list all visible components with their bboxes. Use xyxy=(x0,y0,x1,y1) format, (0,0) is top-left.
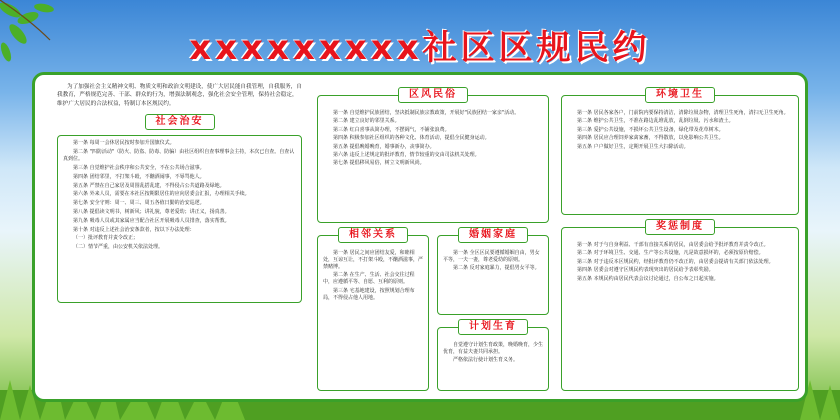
list-item: 第二条 在生产、生活、社会交往过程中，应遵循平等、自愿、互利的原则。 xyxy=(323,272,415,286)
list-item: 第八条 提倡读文明书，树新风；讲礼貌，尊老爱幼；讲正义，扬真善。 xyxy=(73,209,230,215)
list-item: 第四条 团结邻里，不打架斗殴，不酗酒闹事，不辱骂他人。 xyxy=(73,173,205,180)
intro-text: 为了加强社会主义精神文明、物质文明和政治文明建设，使广大居民能自我管理，自我服务，自我教育，严格规范完善、干部、群众的行为，增强法制观念，强化社会安全管理，保持社会稳定，维护广大居民的合法权益，特制订本区规民约。 xyxy=(57,84,302,107)
list-item: 第五条 提倡晚婚晚育，婚事新办，丧事简办。 xyxy=(333,143,435,150)
heading-rewards: 奖惩制度 xyxy=(645,219,715,235)
page-title: xxxxxxxxx社区区规民约 xyxy=(189,28,651,68)
heading-marriage: 婚姻家庭 xyxy=(458,227,528,243)
list-item: 第四条 居民应合理饲养家禽家畜，不得散放，以免影响公共卫生。 xyxy=(577,135,724,142)
heading-relations: 相邻关系 xyxy=(338,227,408,243)
list-item: 第五条 户户做好卫生，定期开展卫生大扫除活动。 xyxy=(577,143,689,150)
list-item: 第六条 外来人员，需要在本社区按期限居住的应向居委会汇报，办理相关手续。 xyxy=(73,191,250,198)
list-item: 第一条 居民各家各户，门前院内要保持清洁，清除垃圾杂物，清理卫生死角，清扫无卫生死角。 xyxy=(577,110,789,116)
list-item: 第五条 本规民约由居民代表会议讨论通过，自公布之日起实施。 xyxy=(577,275,719,282)
planning-box xyxy=(437,321,549,391)
rewards-box xyxy=(561,221,799,391)
list-item: 第三条 宅基地建设，按照规划合理布局，不得侵占他人用地。 xyxy=(323,287,415,301)
customs-box xyxy=(317,89,549,223)
list-item: 第三条 红白喜事从简办理，不摆阔气，不铺张浪费。 xyxy=(333,126,450,133)
bulletin-board xyxy=(32,72,808,402)
environment-box xyxy=(561,89,799,215)
list-item: 第二条 反对家庭暴力，提倡男女平等。 xyxy=(453,265,540,272)
list-item: 第一条 每周一会休居民按时参加升国旗仪式。 xyxy=(73,140,175,147)
list-item: 第二条 维护公共卫生，不准在路边乱堆乱放，乱倒垃圾、污水和渣土。 xyxy=(577,118,734,125)
list-item: 第一条 全区区民要遵循婚姻自由，男女平等，一夫一妻，尊老爱幼的原则。 xyxy=(443,250,540,263)
list-item: 第四条 居委会对遵守区规民约表现突出的居民给予表彰奖励。 xyxy=(577,267,714,274)
list-item: 第七条 安全守则：周一、周三、周五各值日勤的治安巡逻。 xyxy=(73,200,205,207)
list-item: 第七条 提倡移风易俗，树立文明新风尚。 xyxy=(333,160,425,167)
list-item: （二）情节严重，由公安机关依法处理。 xyxy=(73,244,164,251)
marriage-box xyxy=(437,229,549,315)
list-item: 严格依法行使计划生育义务。 xyxy=(453,357,519,364)
list-item: 第二条 对于环境卫生、交通、生产等公共设施，凡是故意损坏的，必须按原价赔偿。 xyxy=(577,250,764,257)
list-item: （一）批评教育并责令改正； xyxy=(73,235,139,242)
list-item: 自觉遵守计划生育政策，晚婚晚育，少生优育，有益夫妻共同承担。 xyxy=(443,342,544,355)
list-item: 第四条 积极参加社区组织的各种文化、体育活动，提倡全民健身运动。 xyxy=(333,135,490,142)
list-item: 第二条 "四防活动"（防火、防盗、防毒、防骗）由社区组织自查事理事会主持，本次已自查。自查认真到位。 xyxy=(63,149,295,163)
list-item: 第十条 对违反上述社会治安条款者，按以下办法处理： xyxy=(73,226,195,233)
list-item: 第三条 对于违反本区规民约，经批评教育仍不改正的，由居委会提请有关部门依法处理。 xyxy=(577,258,774,265)
security-list xyxy=(57,135,302,303)
list-item: 第一条 居民之间应团结友爱，和睦相处，互谅互让，不打架斗殴，不酗酒滋事，严禁赌博。 xyxy=(323,250,424,270)
list-item: 第一条 自觉维护民族团结，坚决抵制民族宗教政策，开展好"民族团结一家亲"活动。 xyxy=(333,110,520,116)
left-column xyxy=(57,83,302,303)
list-item: 第一条 对于与自身利益、干部有直接关系的居民，由居委会给予批评教育并责令改正。 xyxy=(577,242,769,248)
heading-planning: 计划生育 xyxy=(458,319,528,335)
heading-customs: 区风民俗 xyxy=(398,87,468,103)
relations-box xyxy=(317,229,429,391)
list-item: 第三条 自觉维护社会秩序和公共安全，不在公共场合滋事。 xyxy=(73,165,205,172)
heading-security: 社会治安 xyxy=(145,114,215,130)
list-item: 第二条 建立良好的邻里关系。 xyxy=(333,118,400,125)
list-item: 第三条 爱护公共设施，不损坏公共卫生设备，绿化带及花草树木。 xyxy=(577,126,724,133)
list-item: 第六条 违反上述规定的批评教育，情节较重的交由司法机关处理。 xyxy=(333,151,480,158)
list-item: 第九条 吸毒人员或其家属应当配合社区开展吸毒人员排查，落实帮教。 xyxy=(73,217,230,224)
heading-environment: 环境卫生 xyxy=(645,87,715,103)
list-item: 第五条 严禁在自己家居及周围乱搭乱建，不得侵占公共道路及绿地。 xyxy=(73,182,225,189)
